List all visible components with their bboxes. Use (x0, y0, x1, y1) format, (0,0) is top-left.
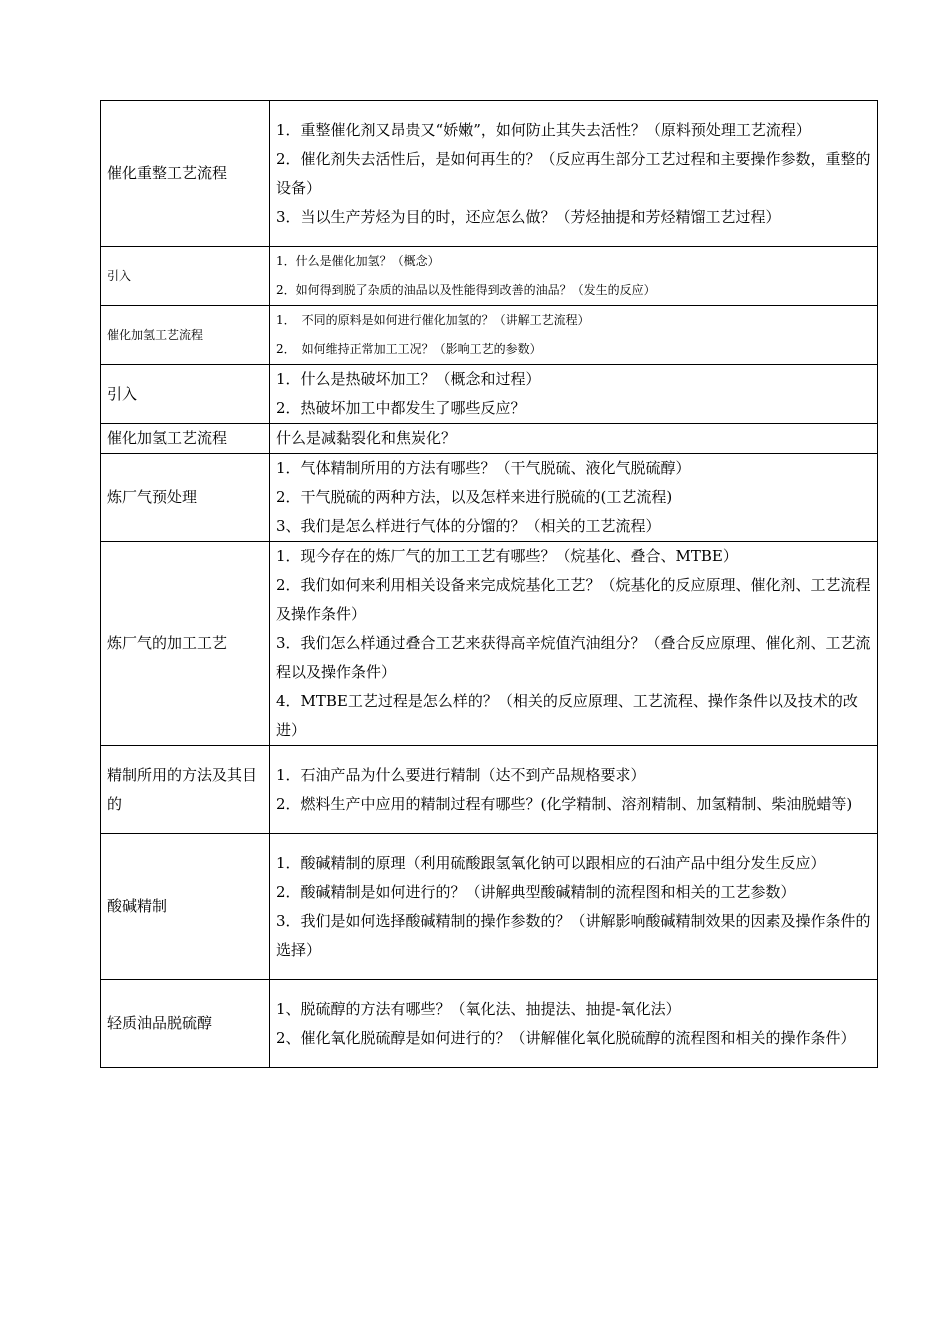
question-item: 3．我们是如何选择酸碱精制的操作参数的？（讲解影响酸碱精制效果的因素及操作条件的选择） (276, 911, 871, 959)
topic-cell: 引入 (101, 365, 270, 424)
table-row (101, 424, 878, 454)
question-item: 1． 不同的原料是如何进行催化加氢的？（讲解工艺流程） (276, 313, 590, 327)
question-item: 什么是减黏裂化和焦炭化？ (276, 429, 457, 447)
question-item: 1．现今存在的炼厂气的加工工艺有哪些？（烷基化、叠合、MTBE） (276, 547, 738, 565)
questions-cell (270, 365, 878, 424)
table-row (101, 306, 878, 365)
questions-cell (270, 247, 878, 306)
questions-cell (270, 834, 878, 980)
questions-cell (270, 746, 878, 834)
topic-cell: 轻质油品脱硫醇 (101, 980, 270, 1068)
topic-cell: 精制所用的方法及其目的 (101, 746, 270, 834)
question-item: 2．干气脱硫的两种方法，以及怎样来进行脱硫的(工艺流程) (276, 488, 673, 506)
questions-cell (270, 101, 878, 247)
question-item: 2．燃料生产中应用的精制过程有哪些？(化学精制、溶剂精制、加氢精制、柴油脱蜡等) (276, 794, 853, 813)
table-row (101, 834, 878, 980)
question-item: 4．MTBE工艺过程是怎么样的？（相关的反应原理、工艺流程、操作条件以及技术的改进） (276, 692, 858, 739)
question-item: 1．气体精制所用的方法有哪些？（干气脱硫、液化气脱硫醇） (276, 459, 691, 477)
question-item: 2、催化氧化脱硫醇是如何进行的？（讲解催化氧化脱硫醇的流程图和相关的操作条件） (276, 1028, 856, 1047)
question-item: 1．重整催化剂又昂贵又“娇嫩”，如何防止其失去活性？（原料预处理工艺流程） (276, 120, 811, 139)
topic-cell: 引入 (101, 247, 270, 306)
topic-cell: 催化加氢工艺流程 (101, 424, 270, 454)
topic-cell: 催化重整工艺流程 (101, 101, 270, 247)
questions-cell (270, 980, 878, 1068)
question-item: 1．石油产品为什么要进行精制（达不到产品规格要求） (276, 765, 646, 784)
question-item: 2．催化剂失去活性后，是如何再生的？（反应再生部分工艺过程和主要操作参数，重整的设备） (276, 149, 871, 197)
questions-cell (270, 424, 878, 454)
questions-cell (270, 542, 878, 746)
question-item: 1、脱硫醇的方法有哪些？（氧化法、抽提法、抽提-氧化法） (276, 999, 681, 1018)
question-item: 2．我们如何来利用相关设备来完成烷基化工艺？（烷基化的反应原理、催化剂、工艺流程及操作条件） (276, 576, 871, 623)
question-item: 3．当以生产芳烃为目的时，还应怎么做？（芳烃抽提和芳烃精馏工艺过程） (276, 207, 781, 226)
table-row (101, 980, 878, 1068)
questions-cell (270, 306, 878, 365)
question-item: 3．我们怎么样通过叠合工艺来获得高辛烷值汽油组分？（叠合反应原理、催化剂、工艺流程以及操作条件） (276, 634, 871, 681)
topic-cell: 炼厂气的加工工艺 (101, 542, 270, 746)
question-item: 3、我们是怎么样进行气体的分馏的？（相关的工艺流程） (276, 517, 661, 535)
table-row (101, 454, 878, 542)
table-row (101, 247, 878, 306)
topic-cell: 酸碱精制 (101, 834, 270, 980)
topic-cell: 催化加氢工艺流程 (101, 306, 270, 365)
table-row (101, 542, 878, 746)
lesson-table (100, 100, 878, 1068)
question-item: 2．酸碱精制是如何进行的？（讲解典型酸碱精制的流程图和相关的工艺参数） (276, 882, 796, 901)
question-item: 1．酸碱精制的原理（利用硫酸跟氢氧化钠可以跟相应的石油产品中组分发生反应） (276, 853, 826, 872)
question-item: 2．热破坏加工中都发生了哪些反应？ (276, 399, 526, 417)
table-row (101, 746, 878, 834)
question-item: 2． 如何维持正常加工工况？（影响工艺的参数） (276, 342, 542, 356)
question-item: 2．如何得到脱了杂质的油品以及性能得到改善的油品？（发生的反应） (276, 283, 656, 297)
topic-cell: 炼厂气预处理 (101, 454, 270, 542)
question-item: 1．什么是催化加氢？（概念） (276, 254, 440, 268)
questions-cell (270, 454, 878, 542)
table-row (101, 101, 878, 247)
table-row (101, 365, 878, 424)
question-item: 1．什么是热破坏加工？（概念和过程） (276, 370, 541, 388)
